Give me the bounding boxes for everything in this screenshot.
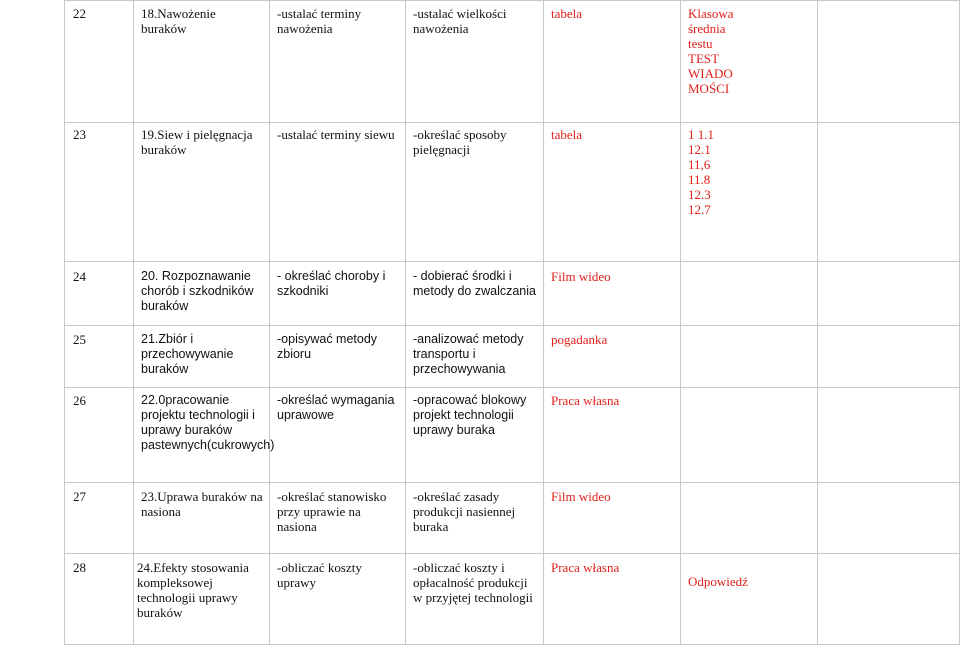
evaluation (681, 483, 818, 554)
requirement-basic: - określać choroby i szkodniki (270, 262, 406, 326)
lesson-number: 24 (65, 262, 134, 326)
evaluation (681, 262, 818, 326)
extra-cell (818, 326, 960, 388)
evaluation (681, 326, 818, 388)
teaching-method: pogadanka (544, 326, 681, 388)
evaluation (681, 388, 818, 483)
lesson-number: 22 (65, 1, 134, 123)
lesson-topic: 20. Rozpoznawanie chorób i szkodników buraków (134, 262, 270, 326)
teaching-method: tabela (544, 123, 681, 262)
requirement-basic: -ustalać terminy nawożenia (270, 1, 406, 123)
teaching-method: Praca własna (544, 554, 681, 645)
evaluation-cell (681, 554, 818, 645)
extra-cell (818, 554, 960, 645)
teaching-method: tabela (544, 1, 681, 123)
table-row (65, 554, 960, 645)
teaching-method: Film wideo (544, 262, 681, 326)
lesson-topic: 23.Uprawa buraków na nasiona (134, 483, 270, 554)
requirement-extended: -określać sposoby pielęgnacji (406, 123, 544, 262)
evaluation: Klasowa średnia testu TEST WIADO MOŚCI (681, 1, 818, 123)
requirement-basic: -obliczać koszty uprawy (270, 554, 406, 645)
lesson-topic: 22.0pracowanie projektu technologii i uprawy buraków pastewnych(cukrowych) (134, 388, 270, 483)
requirement-extended: -analizować metody transportu i przechowywania (406, 326, 544, 388)
table-row (65, 483, 960, 554)
extra-cell (818, 1, 960, 123)
requirement-basic: -ustalać terminy siewu (270, 123, 406, 262)
lesson-number: 28 (65, 554, 134, 645)
requirement-extended: -ustalać wielkości nawożenia (406, 1, 544, 123)
table-row (65, 262, 960, 326)
requirement-basic: -opisywać metody zbioru (270, 326, 406, 388)
table-row (65, 123, 960, 262)
table-row (65, 388, 960, 483)
requirement-basic: -określać stanowisko przy uprawie na nasiona (270, 483, 406, 554)
requirement-extended: -obliczać koszty i opłacalność produkcji w przyjętej technologii (406, 554, 544, 645)
requirement-extended: -opracować blokowy projekt technologii uprawy buraka (406, 388, 544, 483)
extra-cell (818, 483, 960, 554)
table-row (65, 326, 960, 388)
lesson-topic: 24.Efekty stosowania kompleksowej technologii uprawy buraków (134, 554, 270, 645)
teaching-method: Praca własna (544, 388, 681, 483)
evaluation: Odpowiedź (688, 574, 748, 589)
lesson-number: 26 (65, 388, 134, 483)
evaluation: 1 1.1 12.1 11,6 11.8 12.3 12.7 (681, 123, 818, 262)
lesson-plan-table (64, 0, 960, 645)
lesson-topic: 19.Siew i pielęgnacja buraków (134, 123, 270, 262)
lesson-number: 23 (65, 123, 134, 262)
lesson-topic: 21.Zbiór i przechowywanie buraków (134, 326, 270, 388)
requirement-extended: - dobierać środki i metody do zwalczania (406, 262, 544, 326)
table-row (65, 1, 960, 123)
extra-cell (818, 123, 960, 262)
lesson-topic: 18.Nawożenie buraków (134, 1, 270, 123)
lesson-number: 25 (65, 326, 134, 388)
lesson-number: 27 (65, 483, 134, 554)
requirement-extended: -określać zasady produkcji nasiennej buraka (406, 483, 544, 554)
extra-cell (818, 388, 960, 483)
extra-cell (818, 262, 960, 326)
requirement-basic: -określać wymagania uprawowe (270, 388, 406, 483)
teaching-method: Film wideo (544, 483, 681, 554)
